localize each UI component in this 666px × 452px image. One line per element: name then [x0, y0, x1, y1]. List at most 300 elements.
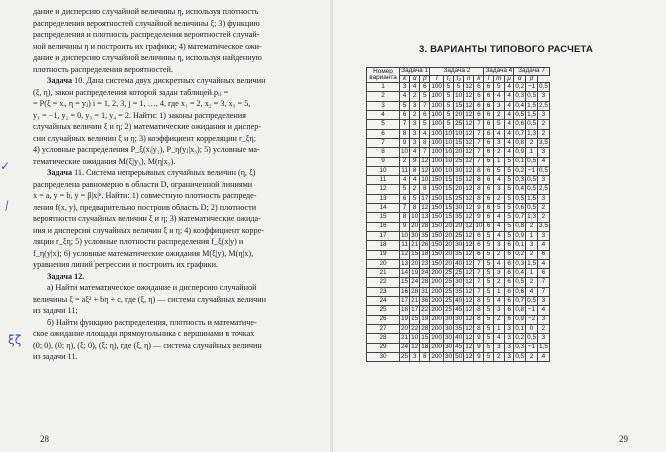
- table-cell: 20: [455, 185, 463, 193]
- variant-number-cell: 17: [367, 231, 400, 240]
- table-cell: 40: [455, 296, 463, 304]
- task-10-text: 10. Дана система двух дискретных случайных величин (ξ, η), закон распределения которой задан таблицей pᵢⱼ = = P(ξ = xᵢ, η = yⱼ) i = 1, 2, 3, j = 1, …, 4, где x₁ = 2, x₂ = 3, x₃ = 5, y₁ = −1, y₂ = 0, y₃ = 1, y₄ = 2. Найти: 1) законы распределения случайных величин ξ и η; 2) математические ожидания и диспер- сии случайных величин ξ и η; 3) коэффициент корреляции r_ξη; 4) условные распределения P_ξ(xᵢ|y₂), P_η(yⱼ|x₃); 5) условные ма- тематические ожидания M(ξ|y₃), M(η|x₁).: [33, 76, 266, 166]
- column-label: T: [430, 75, 444, 83]
- table-cell: 3: [493, 138, 505, 147]
- table-cell: 5: [420, 92, 430, 101]
- table-cell: 3: [538, 334, 550, 343]
- table-cell: 3: [538, 194, 550, 203]
- table-cell: 100: [431, 166, 442, 174]
- table-cell: 5: [444, 120, 454, 129]
- table-cell: 3: [538, 111, 550, 120]
- table-row: [367, 83, 550, 92]
- table-cell: 50: [455, 352, 463, 360]
- table-cell: 2: [526, 250, 538, 259]
- table-cell: 5: [484, 259, 493, 268]
- task-12-item-a: а) Найти математическое ожидание и дисперсию случайной величины ξ = aξ² + bη + c, где (ξ, η) — система случайных величин из задачи 11;: [33, 283, 266, 315]
- table-cell: 2: [410, 111, 420, 120]
- table-cell: 12: [465, 148, 473, 156]
- table-cell: 0,5: [515, 278, 525, 286]
- table-cell: 1,5: [527, 101, 536, 109]
- table-cell: 4: [410, 83, 420, 92]
- table-cell: 40: [455, 259, 463, 267]
- table-cell: 6: [505, 287, 514, 296]
- table-cell: 17: [411, 306, 419, 314]
- table-cell: 4: [505, 92, 514, 101]
- table-cell: 4: [493, 222, 505, 231]
- table-cell: 8: [410, 204, 420, 213]
- table-cell: 12: [465, 296, 473, 304]
- table-cell: 0,6: [515, 203, 525, 211]
- left-page-text: [33, 6, 323, 363]
- task-11: [33, 167, 323, 271]
- table-cell: 4: [493, 334, 505, 343]
- variant-number-cell: 19: [367, 250, 400, 259]
- task-11-label: Задача: [47, 168, 73, 177]
- table-cell: 20: [455, 222, 463, 230]
- table-cell: 4: [505, 111, 514, 120]
- table-row: [367, 259, 550, 268]
- table-cell: 9: [474, 213, 484, 222]
- variant-number-cell: 27: [367, 324, 400, 333]
- table-cell: 15: [401, 278, 409, 286]
- table-row: [367, 194, 550, 203]
- table-cell: 12: [465, 250, 473, 258]
- column-label: τ₂: [454, 75, 464, 83]
- variants-table: [366, 67, 550, 362]
- table-cell: 7: [538, 278, 550, 287]
- table-row: [367, 101, 550, 110]
- table-cell: 3: [493, 343, 505, 352]
- table-cell: 0,4: [515, 101, 525, 109]
- table-cell: 200: [431, 278, 442, 286]
- table-cell: 18: [421, 250, 429, 258]
- table-cell: 18: [401, 306, 409, 314]
- table-cell: 5: [505, 213, 514, 222]
- table-cell: 15: [445, 203, 453, 211]
- table-cell: 4: [493, 259, 505, 268]
- table-cell: 12: [465, 315, 473, 323]
- table-cell: 2: [493, 278, 505, 287]
- table-cell: 1,5: [539, 343, 548, 351]
- table-cell: 10: [411, 334, 419, 342]
- table-cell: 6: [484, 213, 493, 222]
- table-cell: 5: [420, 120, 430, 129]
- table-cell: 12: [465, 120, 473, 128]
- table-cell: 6: [538, 250, 550, 259]
- variant-number-cell: 25: [367, 306, 400, 315]
- table-cell: 12: [465, 268, 473, 276]
- variant-number-cell: 15: [367, 213, 400, 222]
- table-cell: 9: [410, 157, 420, 166]
- table-cell: 150: [431, 213, 442, 221]
- table-cell: 150: [431, 259, 442, 267]
- table-cell: 7: [420, 101, 430, 110]
- table-cell: 200: [431, 315, 442, 323]
- table-cell: 0,4: [515, 185, 525, 193]
- table-cell: 35: [455, 287, 463, 295]
- table-cell: 12: [465, 166, 473, 174]
- table-cell: 0,5: [527, 157, 536, 165]
- table-cell: 10: [455, 129, 463, 137]
- table-cell: 1,5: [527, 110, 536, 118]
- table-cell: 150: [431, 194, 442, 202]
- left-page-number: 28: [40, 434, 49, 444]
- task-10-label: Задача: [47, 76, 73, 85]
- table-cell: 7: [474, 157, 484, 166]
- table-cell: 1: [526, 231, 538, 240]
- table-cell: 25: [445, 268, 453, 276]
- table-cell: −1: [526, 343, 538, 352]
- table-cell: 17: [421, 194, 429, 202]
- table-cell: 10: [475, 222, 483, 230]
- table-cell: 6: [474, 83, 484, 92]
- table-cell: 8: [400, 129, 410, 138]
- table-cell: 24: [421, 268, 429, 276]
- table-cell: 10: [445, 129, 453, 137]
- table-cell: 0,1: [515, 324, 525, 332]
- variant-number-cell: 21: [367, 269, 400, 278]
- table-cell: 3: [538, 297, 550, 306]
- table-cell: 7: [474, 129, 484, 138]
- table-cell: 150: [431, 222, 442, 230]
- table-cell: 2: [526, 222, 538, 231]
- table-cell: 0,5: [527, 296, 536, 304]
- table-cell: 6: [484, 222, 493, 231]
- table-cell: 4: [538, 306, 550, 315]
- table-cell: 4: [505, 120, 514, 129]
- table-cell: 2: [493, 194, 505, 203]
- variant-number-cell: 6: [367, 129, 400, 138]
- table-cell: 7: [400, 120, 410, 129]
- table-cell: 45: [455, 343, 463, 351]
- table-cell: 18: [421, 343, 429, 351]
- table-cell: 6: [474, 92, 484, 101]
- table-cell: 12: [465, 334, 473, 342]
- table-cell: 3: [538, 148, 550, 157]
- column-label: τ₁: [444, 75, 454, 83]
- table-cell: 13: [421, 213, 429, 221]
- table-cell: 7: [474, 120, 484, 129]
- table-cell: 11: [401, 241, 408, 249]
- table-cell: 0,3: [515, 92, 525, 100]
- pen-handwritten-note: ξζ: [8, 333, 22, 347]
- table-cell: 25: [455, 157, 463, 165]
- table-cell: 35: [455, 250, 463, 258]
- table-cell: 3: [538, 315, 550, 324]
- table-cell: 2: [538, 324, 550, 333]
- table-cell: 12: [465, 259, 473, 267]
- table-cell: 15: [455, 176, 463, 183]
- table-cell: 6: [484, 111, 493, 120]
- table-cell: 200: [431, 352, 442, 360]
- table-cell: 6: [484, 129, 493, 138]
- table-cell: 6: [505, 297, 514, 306]
- task-12-label: Задача: [47, 271, 73, 281]
- table-row: [367, 352, 550, 361]
- table-cell: 45: [455, 306, 463, 314]
- table-cell: 6: [474, 111, 484, 120]
- table-cell: 8: [474, 166, 484, 175]
- table-cell: 0,2: [515, 83, 525, 91]
- variant-number-cell: 30: [367, 352, 400, 361]
- table-row: [367, 213, 550, 222]
- table-cell: 150: [431, 231, 442, 239]
- table-cell: 5: [493, 83, 505, 92]
- table-cell: 12: [465, 176, 473, 183]
- table-cell: 17: [401, 296, 409, 304]
- table-cell: 3: [410, 352, 420, 361]
- table-cell: 6: [484, 176, 493, 185]
- table-cell: 9: [474, 204, 484, 213]
- table-cell: 40: [455, 334, 463, 342]
- table-cell: 15: [411, 250, 419, 258]
- table-cell: 2: [538, 120, 550, 129]
- table-cell: 4: [420, 129, 430, 138]
- variant-number-cell: 22: [367, 278, 400, 287]
- table-cell: 5: [484, 269, 493, 278]
- table-cell: 12: [465, 203, 473, 211]
- variant-number-cell: 11: [367, 176, 400, 185]
- variant-number-cell: 28: [367, 334, 400, 343]
- table-cell: 14: [401, 268, 409, 276]
- table-cell: 30: [455, 241, 463, 249]
- table-row: [367, 120, 550, 129]
- column-label: k: [400, 75, 410, 83]
- header-task-4: Задача 4: [485, 67, 513, 74]
- table-row: [367, 92, 550, 101]
- table-cell: 5: [444, 83, 454, 92]
- table-cell: 13: [401, 259, 409, 267]
- table-cell: 30: [445, 324, 453, 332]
- table-cell: 2: [410, 185, 420, 194]
- table-cell: 6: [484, 194, 493, 203]
- table-row: [367, 129, 550, 138]
- table-cell: 12: [421, 157, 429, 165]
- variant-number-cell: 2: [367, 92, 400, 101]
- table-cell: 5: [505, 176, 514, 185]
- table-cell: −2: [526, 315, 538, 324]
- table-cell: 11: [401, 166, 408, 174]
- table-cell: 12: [465, 110, 473, 118]
- table-cell: 3: [538, 231, 550, 240]
- column-label: α: [514, 75, 526, 83]
- table-cell: 0,9: [515, 148, 525, 156]
- table-cell: 2,5: [539, 101, 548, 109]
- table-cell: 30: [455, 315, 463, 323]
- table-cell: 22: [421, 306, 429, 314]
- variant-number-cell: 24: [367, 297, 400, 306]
- table-cell: 12: [465, 185, 473, 193]
- table-row: [367, 148, 550, 157]
- table-cell: 5: [493, 120, 505, 129]
- table-cell: 9: [400, 138, 410, 147]
- table-cell: 100: [431, 148, 442, 156]
- table-cell: 12: [465, 231, 473, 239]
- table-cell: 1: [493, 287, 505, 296]
- table-cell: 8: [474, 185, 484, 194]
- table-row: [367, 297, 550, 306]
- table-cell: 3: [410, 129, 420, 138]
- variant-number-cell: 1: [367, 83, 400, 92]
- table-cell: 0,6: [515, 120, 525, 128]
- table-cell: 26: [421, 241, 429, 249]
- table-row: [367, 334, 550, 343]
- table-cell: 100: [431, 101, 442, 109]
- table-cell: 20: [445, 231, 453, 239]
- table-cell: 2: [538, 204, 550, 213]
- table-cell: 4: [538, 157, 550, 166]
- table-cell: −1: [526, 83, 538, 92]
- table-cell: 4: [538, 259, 550, 268]
- table-cell: 25: [455, 231, 463, 239]
- table-cell: 4: [538, 352, 550, 361]
- table-cell: 8: [474, 315, 484, 324]
- table-cell: 20: [401, 324, 409, 332]
- table-row: [367, 250, 550, 259]
- table-cell: 0,8: [515, 138, 525, 146]
- table-cell: 7: [474, 138, 484, 147]
- table-cell: 100: [431, 110, 442, 118]
- table-cell: 2: [538, 213, 550, 222]
- table-cell: 1,3: [527, 129, 536, 137]
- table-cell: 100: [431, 92, 442, 100]
- table-cell: 5: [505, 222, 514, 231]
- table-row: [367, 222, 550, 231]
- column-label: k: [474, 75, 484, 83]
- table-cell: 15: [445, 194, 453, 202]
- pen-check-mark-icon: ✓: [0, 159, 11, 173]
- table-cell: 28: [411, 287, 419, 295]
- table-cell: 100: [431, 138, 442, 146]
- table-cell: 9: [474, 352, 484, 361]
- table-cell: 6: [484, 148, 493, 157]
- table-cell: 150: [431, 176, 442, 183]
- table-cell: 3: [493, 306, 505, 315]
- table-cell: 12: [465, 83, 473, 91]
- table-cell: 8: [474, 176, 484, 185]
- table-cell: 12: [421, 166, 429, 174]
- table-cell: 30: [445, 315, 453, 323]
- table-cell: 3: [493, 269, 505, 278]
- table-cell: 4: [538, 241, 550, 250]
- table-cell: 3: [538, 92, 550, 101]
- table-cell: 2,5: [539, 185, 548, 193]
- variant-number-cell: 13: [367, 194, 400, 203]
- table-cell: 4: [410, 148, 420, 157]
- table-cell: 2: [493, 250, 505, 259]
- table-cell: 4: [505, 138, 514, 147]
- table-cell: 6: [505, 278, 514, 287]
- table-cell: 0,3: [515, 343, 525, 351]
- table-cell: 5: [493, 166, 505, 175]
- table-cell: 7: [474, 278, 484, 287]
- table-cell: 12: [465, 213, 473, 221]
- table-cell: 35: [421, 231, 429, 239]
- table-cell: 5: [484, 343, 493, 352]
- table-row: [367, 269, 550, 278]
- table-cell: 2: [526, 352, 538, 361]
- pen-stroke-mark-icon: ⁄: [3, 199, 11, 213]
- header-task-1: Задача 1: [401, 67, 429, 74]
- table-cell: −1: [526, 306, 538, 315]
- table-cell: 2: [493, 148, 505, 157]
- table-cell: 4: [493, 129, 505, 138]
- table-cell: 20: [445, 259, 453, 267]
- table-cell: 12: [465, 241, 473, 249]
- table-row: [367, 166, 550, 175]
- table-cell: 0,5: [539, 83, 548, 91]
- table-row: [367, 204, 550, 213]
- table-cell: 30: [455, 278, 463, 286]
- column-label: β: [526, 75, 538, 83]
- table-row: [367, 138, 550, 147]
- table-cell: 12: [465, 352, 473, 360]
- table-cell: 1,5: [527, 194, 536, 202]
- header-task-7: Задача 7: [514, 68, 550, 76]
- table-cell: 6: [505, 269, 514, 278]
- table-cell: 6: [505, 259, 514, 268]
- table-row: [367, 157, 550, 166]
- table-cell: 12: [465, 194, 473, 202]
- table-cell: 6: [474, 231, 484, 240]
- table-cell: 5: [484, 315, 493, 324]
- table-cell: 0,7: [515, 129, 525, 137]
- table-cell: 1: [526, 269, 538, 278]
- table-cell: 5: [505, 185, 514, 194]
- table-cell: −1: [526, 166, 538, 175]
- table-cell: 6: [484, 157, 493, 166]
- table-cell: 6: [505, 250, 514, 259]
- table-cell: 150: [431, 203, 442, 211]
- table-cell: 5: [484, 306, 493, 315]
- table-row: [367, 324, 550, 333]
- table-cell: 35: [455, 324, 463, 332]
- task-12-number: 12.: [74, 271, 85, 281]
- table-cell: 5: [505, 166, 514, 175]
- table-cell: 20: [445, 222, 453, 230]
- table-cell: 5: [484, 352, 493, 361]
- table-cell: 2: [493, 111, 505, 120]
- table-cell: 4: [493, 297, 505, 306]
- table-cell: 0,6: [515, 287, 525, 295]
- table-cell: 100: [431, 129, 442, 137]
- right-page-number: 29: [619, 434, 628, 444]
- table-cell: 22: [411, 324, 419, 332]
- table-cell: 3: [505, 324, 514, 333]
- table-cell: 3: [505, 352, 514, 361]
- table-cell: 150: [431, 241, 442, 249]
- table-cell: 2: [493, 315, 505, 324]
- table-cell: 4: [493, 92, 505, 101]
- table-cell: 21: [411, 296, 419, 304]
- table-cell: 4: [505, 129, 514, 138]
- table-cell: 0,2: [515, 334, 525, 342]
- table-cell: 15: [421, 334, 429, 342]
- table-cell: 3: [526, 241, 538, 250]
- table-cell: 4: [493, 231, 505, 240]
- table-cell: 6: [484, 101, 493, 110]
- task-11-text: 11. Система непрерывных случайных величин (η, ξ) распределена равномерно в области D, ограниченной линиями x = a, y = b, y = β|x|ⁿ. Найти: 1) совместную плотность распреде- ления f(x, y), предварительно построив область D; 2) плотности вероятности случайных величин ξ и η; 3) математические ожида- ния и дисперсии случайных величин ξ и η; 4) коэффициент корре- ляции r_ξη; 5) условные плотности распределения f_ξ(x|y) и f_η(y|x); 6) условные математические ожидания M(ξ|y), M(η|x), уравнения линий регрессии и построить их графики.: [33, 168, 264, 269]
- table-cell: 9: [474, 343, 484, 352]
- table-cell: 5: [484, 241, 493, 250]
- table-cell: 6: [420, 111, 430, 120]
- table-row: [367, 278, 550, 287]
- table-cell: 6: [400, 111, 410, 120]
- table-cell: 1,3: [527, 213, 536, 221]
- table-row: [367, 231, 550, 240]
- table-cell: 2: [526, 138, 538, 147]
- table-cell: 28: [421, 222, 429, 230]
